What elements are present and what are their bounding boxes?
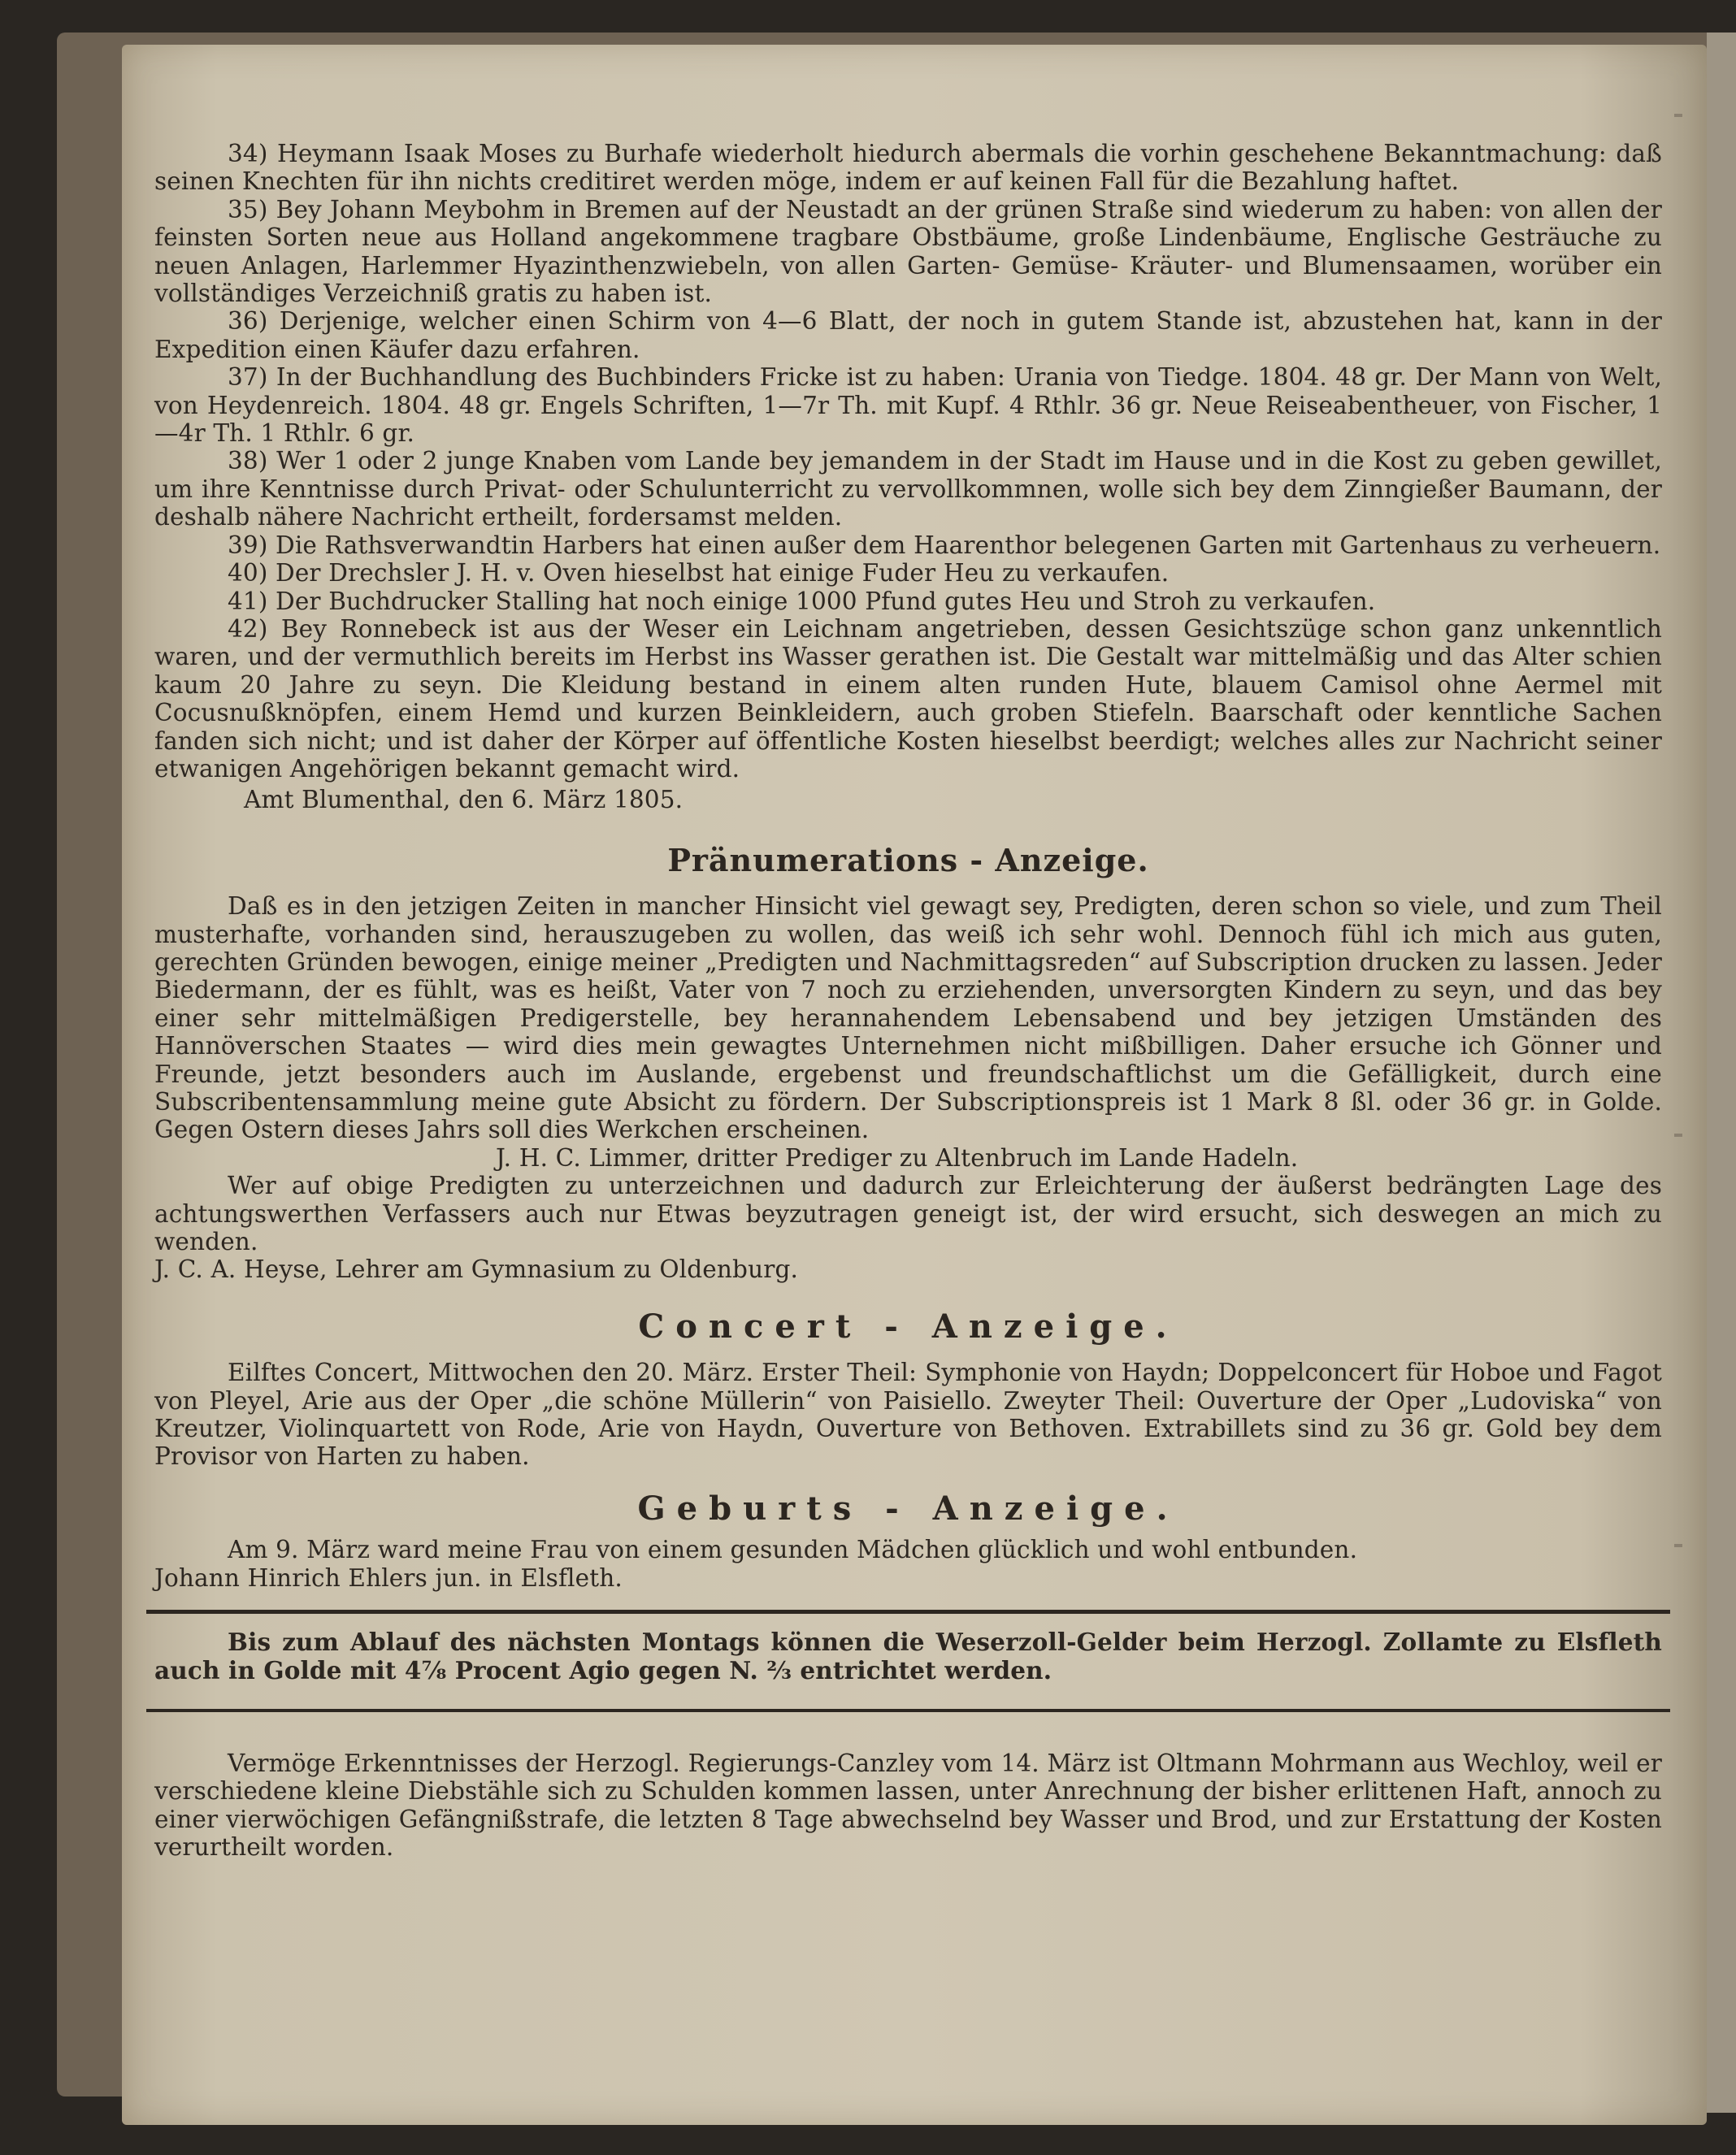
margin-mark (1674, 1134, 1682, 1137)
page-content (154, 140, 1662, 1862)
birth-signature: Johann Hinrich Ehlers jun. in Elsfleth. (154, 1563, 623, 1592)
notice-38: 38) Wer 1 oder 2 junge Knaben vom Lande bey jemandem in der Stadt im Hause und in die Kost zu geben gewillet, um ihre Kenntnisse durch Privat- oder Schulunterricht zu vervollkommnen, wolle sich bey dem Zinngießer Baumann, der deshalb nähere Nachricht ertheilt, fordersamst melden. (154, 447, 1662, 531)
birth-body: Am 9. März ward meine Frau von einem gesunden Mädchen glücklich und wohl entbunden. (228, 1536, 1358, 1564)
right-page-edge (1707, 33, 1736, 2113)
notice-34: 34) Heymann Isaak Moses zu Burhafe wiederholt hiedurch abermals die vorhin geschehene Bekanntmachung: daß seinen Knechten für ihn nichts creditiret werden möge, indem er auf keinen Fall für die Bezahlung haftet. (154, 140, 1662, 196)
notice-36: 36) Derjenige, welcher einen Schirm von 4—6 Blatt, der noch in gutem Stande ist, abzustehen hat, kann in der Expedition einen Käufer dazu erfahren. (154, 307, 1662, 363)
notice-35: 35) Bey Johann Meybohm in Bremen auf der Neustadt an der grünen Straße sind wiederum zu haben: von allen der feinsten Sorten neue aus Holland angekommene tragbare Obstbäume, große Lindenbäume, Englische Gesträuche zu neuen Anlagen, Harlemmer Hyazinthenzwiebeln, von allen Garten- Gemüse- Kräuter- und Blumensaamen, worüber ein vollständiges Verzeichniß gratis zu haben ist. (154, 195, 1662, 308)
praenumeration-addendum-signature: J. C. A. Heyse, Lehrer am Gymnasium zu Oldenburg. (154, 1255, 799, 1284)
notice-42: 42) Bey Ronnebeck ist aus der Weser ein Leichnam angetrieben, dessen Gesichtszüge schon ganz unkenntlich waren, und der vermuthlich bereits im Herbst ins Wasser gerathen ist. Die Gestalt war mittelmäßig und das Alter schien kaum 20 Jahre zu seyn. Die Kleidung bestand in einem alten runden Hute, blauem Camisol ohne Aermel mit Cocusnußknöpfen, einem Hemd und kurzen Beinkleidern, auch groben Stiefeln. Baarschaft oder kenntliche Sachen fanden sich nicht; und ist daher der Körper auf öffentliche Kosten hieselbst beerdigt; welches alles zur Nachricht seiner etwanigen Angehörigen bekannt gemacht wird. (154, 614, 1662, 783)
notice-37: 37) In der Buchhandlung des Buchbinders Fricke ist zu haben: Urania von Tiedge. 1804. 48 gr. Der Mann von Welt, von Heydenreich. 1804. 48 gr. Engels Schriften, 1—7r Th. mit Kupf. 4 Rthlr. 36 gr. Neue Reiseabentheuer, von Fischer, 1—4r Th. 1 Rthlr. 6 gr. (154, 363, 1662, 448)
praenumeration-body: Daß es in den jetzigen Zeiten in mancher Hinsicht viel gewagt sey, Predigten, deren schon so viele, und zum Theil musterhafte, vorhanden sind, herauszugeben zu wollen, das weiß ich sehr wohl. Dennoch fühl ich mich aus guten, gerechten Gründen bewogen, einige meiner „Predigten und Nachmittagsreden“ auf Subscription drucken zu lassen. Jeder Biedermann, der es fühlt, was es heißt, Vater von 7 noch zu erziehenden, unversorgten Kindern zu seyn, und das bey einer sehr mittelmäßigen Predigerstelle, bey herannahendem Lebensabend und bey jetzigen Umständen des Hannöverschen Staates — wird dies mein gewagtes Unternehmen nicht mißbilligen. Daher ersuche ich Gönner und Freunde, jetzt besonders auch im Auslande, ergebenst und freundschaftlichst um die Gefälligkeit, durch eine Subscribentensammlung meine gute Absicht zu fördern. Der Subscriptionspreis ist 1 Mark 8 ßl. oder 36 gr. in Golde. Gegen Ostern dieses Jahrs soll dies Werkchen erscheinen. (154, 892, 1662, 1144)
praenumeration-heading: Pränumerations - Anzeige. (667, 841, 1149, 878)
notice-40: 40) Der Drechsler J. H. v. Oven hieselbst hat einige Fuder Heu zu verkaufen. (228, 559, 1170, 588)
divider-rule (146, 1709, 1670, 1712)
amt-signature: Amt Blumenthal, den 6. März 1805. (244, 786, 684, 814)
concert-heading: Concert - Anzeige. (638, 1307, 1178, 1346)
notice-39: 39) Die Rathsverwandtin Harbers hat einen außer dem Haarenthor belegenen Garten mit Gartenhaus zu verheuern. (228, 531, 1661, 559)
court-notice: Vermöge Erkenntnisses der Herzogl. Regierungs-Canzley vom 14. März ist Oltmann Mohrmann aus Wechloy, weil er verschiedene kleine Diebstähle sich zu Schulden kommen lassen, unter Anrechnung der bisher erlittenen Haft, annoch zu einer vierwöchigen Gefängnißstrafe, die letzten 8 Tage abwechselnd bey Wasser und Brod, und zur Erstattung der Kosten verurtheilt worden. (154, 1749, 1662, 1862)
concert-body: Eilftes Concert, Mittwochen den 20. März. Erster Theil: Symphonie von Haydn; Doppelconcert für Hoboe und Fagot von Pleyel, Arie aus der Oper „die schöne Müllerin“ von Paisiello. Zweyter Theil: Ouverture der Oper „Ludoviska“ von Kreutzer, Violinquartett von Rode, Arie von Haydn, Ouverture von Bethoven. Extrabillets sind zu 36 gr. Gold bey dem Provisor von Harten zu haben. (154, 1359, 1662, 1471)
praenumeration-signature: J. H. C. Limmer, dritter Prediger zu Altenbruch im Lande Hadeln. (496, 1143, 1299, 1172)
margin-mark (1674, 114, 1682, 117)
praenumeration-addendum: Wer auf obige Predigten zu unterzeichnen und dadurch zur Erleichterung der äußerst bedrängten Lage des achtungswerthen Verfassers auch nur Etwas beyzutragen geneigt ist, der wird ersucht, sich deswegen an mich zu wenden. (154, 1172, 1662, 1256)
weserzoll-notice: Bis zum Ablauf des nächsten Montags können die Weserzoll-Gelder beim Herzogl. Zollamte zu Elsfleth auch in Golde mit 4⅞ Procent Agio gegen N. ⅔ entrichtet werden. (154, 1628, 1662, 1685)
notice-41: 41) Der Buchdrucker Stalling hat noch einige 1000 Pfund gutes Heu und Stroh zu verkaufen. (228, 587, 1376, 615)
divider-rule (146, 1610, 1670, 1614)
birth-heading: Geburts - Anzeige. (637, 1489, 1179, 1528)
margin-mark (1674, 1544, 1682, 1547)
